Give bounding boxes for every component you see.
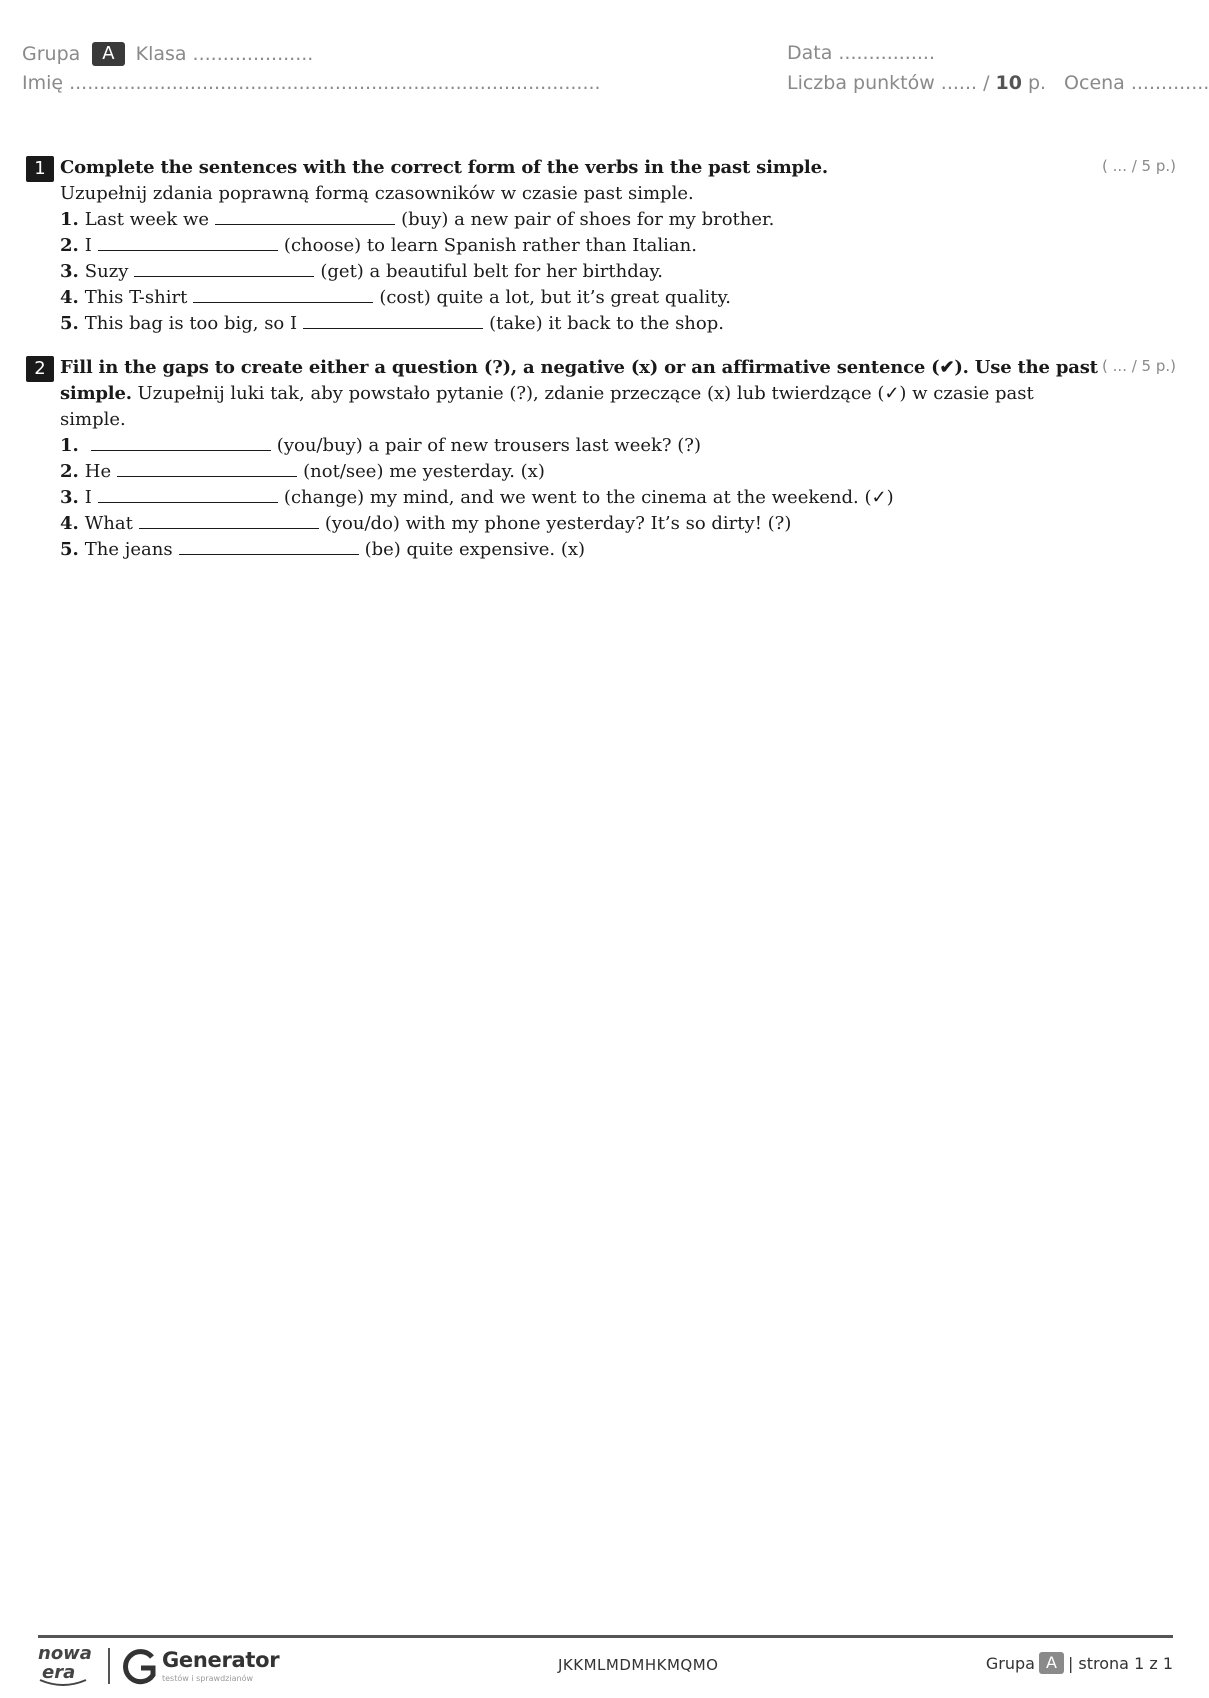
item-text-before: This bag is too big, so I (84, 313, 298, 334)
answer-gap[interactable] (193, 286, 373, 303)
instruction-english: Complete the sentences with the correct form of the verbs in the past simple. (60, 157, 828, 178)
item-number: 5. (60, 539, 79, 560)
grade-label: Ocena (1064, 72, 1125, 94)
footer-group-badge: A (1039, 1652, 1064, 1674)
item-number: 4. (60, 287, 79, 308)
points-unit: p. (1027, 72, 1047, 94)
group-badge: A (92, 42, 124, 66)
item-number: 1. (60, 209, 79, 230)
answer-gap[interactable] (117, 460, 297, 477)
grade-field[interactable]: ............. (1130, 72, 1209, 94)
footer-group-label: Grupa (985, 1653, 1035, 1673)
item-text-before: I (84, 487, 92, 508)
exercise-item (60, 459, 1100, 485)
item-text-after: (you/do) with my phone yesterday? It’s so dirty! (?) (324, 513, 792, 534)
exercise-item (60, 433, 1100, 459)
header-row-points (787, 72, 1209, 94)
answer-gap[interactable] (215, 208, 395, 225)
generator-logo-subtitle: testów i sprawdzianów (162, 1674, 253, 1683)
answer-gap[interactable] (91, 434, 271, 451)
answer-gap[interactable] (98, 486, 278, 503)
generator-logo (122, 1646, 280, 1690)
exercise-item (60, 311, 1100, 337)
item-number: 4. (60, 513, 79, 534)
answer-gap[interactable] (303, 312, 483, 329)
item-text-after: (be) quite expensive. (x) (364, 539, 586, 560)
nowa-era-logo-line1: nowa (38, 1643, 92, 1664)
exercise-item (60, 511, 1100, 537)
worksheet-header (22, 42, 1209, 102)
item-text-after: (take) it back to the shop. (489, 313, 724, 334)
nowa-era-logo (38, 1644, 98, 1688)
footer-page-info (986, 1652, 1173, 1674)
item-text-after: (get) a beautiful belt for her birthday. (320, 261, 663, 282)
item-number: 5. (60, 313, 79, 334)
item-number: 1. (60, 435, 79, 456)
class-label: Klasa (135, 43, 187, 65)
exercise-item (60, 285, 1100, 311)
exercise-item (60, 485, 1100, 511)
item-text-before: He (84, 461, 112, 482)
name-label: Imię (22, 72, 64, 94)
item-text-before: This T-shirt (84, 287, 188, 308)
name-field[interactable]: ........................................................................................ (69, 72, 601, 94)
page-footer (38, 1642, 1173, 1692)
answer-gap[interactable] (179, 538, 359, 555)
item-text-after: (buy) a new pair of shoes for my brother. (401, 209, 775, 230)
item-text-before: Last week we (84, 209, 210, 230)
item-text-before: The jeans (84, 539, 173, 560)
exercise-2 (26, 355, 1176, 563)
item-text-before: What (84, 513, 133, 534)
item-text-before: Suzy (84, 261, 129, 282)
logo-separator (108, 1648, 110, 1684)
exercise-body (60, 155, 1100, 337)
nowa-era-logo-line2: era (42, 1662, 76, 1683)
item-number: 2. (60, 235, 79, 256)
item-text-after: (you/buy) a pair of new trousers last week? (?) (276, 435, 701, 456)
date-field[interactable]: ................ (838, 42, 936, 64)
instruction-polish: Uzupełnij luki tak, aby powstało pytanie (?), zdanie przeczące (x) lub twierdzące (✓) w czasie past simple. (60, 383, 1034, 430)
header-row-name (22, 72, 601, 94)
footer-divider (38, 1635, 1173, 1638)
exercise-item (60, 259, 1100, 285)
instruction-block (60, 355, 1100, 433)
item-number: 2. (60, 461, 79, 482)
exercise-items (60, 433, 1100, 563)
exercise-points: ( ... / 5 p.) (1102, 157, 1176, 175)
points-label: Liczba punktów (787, 72, 935, 94)
item-number: 3. (60, 261, 79, 282)
header-row-date (787, 42, 935, 64)
answer-gap[interactable] (134, 260, 314, 277)
date-label: Data (787, 42, 833, 64)
instruction-polish: Uzupełnij zdania poprawną formą czasowników w czasie past simple. (60, 183, 694, 204)
item-text-after: (change) my mind, and we went to the cinema at the weekend. (✓) (283, 487, 894, 508)
generator-logo-text: Generator (162, 1648, 280, 1672)
points-max: 10 (995, 72, 1022, 94)
document-code: JKKMLMDMHKMQMO (558, 1656, 719, 1674)
exercise-item (60, 233, 1100, 259)
instruction-english: Fill in the gaps to create either a question (?), a negative (x) or an affirmative sentence (✔). Use the past simple. (60, 357, 1098, 404)
item-text-after: (not/see) me yesterday. (x) (303, 461, 545, 482)
generator-g-icon (122, 1648, 158, 1686)
exercise-item (60, 537, 1100, 563)
exercise-number-badge: 1 (26, 156, 54, 182)
answer-gap[interactable] (139, 512, 319, 529)
page-number: | strona 1 z 1 (1067, 1653, 1173, 1673)
item-text-before: I (84, 235, 92, 256)
exercise-1 (26, 155, 1176, 337)
class-field[interactable]: .................... (192, 43, 314, 65)
answer-gap[interactable] (98, 234, 278, 251)
exercise-points: ( ... / 5 p.) (1102, 357, 1176, 375)
exercise-item (60, 207, 1100, 233)
item-number: 3. (60, 487, 79, 508)
exercise-number-badge: 2 (26, 356, 54, 382)
group-label: Grupa (22, 43, 81, 65)
exercise-items (60, 207, 1100, 337)
exercise-body (60, 355, 1100, 563)
points-field[interactable]: ...... / (940, 72, 990, 94)
nowa-era-swoosh-icon (38, 1678, 88, 1688)
item-text-after: (cost) quite a lot, but it’s great quality. (379, 287, 731, 308)
item-text-after: (choose) to learn Spanish rather than Italian. (283, 235, 697, 256)
header-row-group (22, 42, 313, 66)
